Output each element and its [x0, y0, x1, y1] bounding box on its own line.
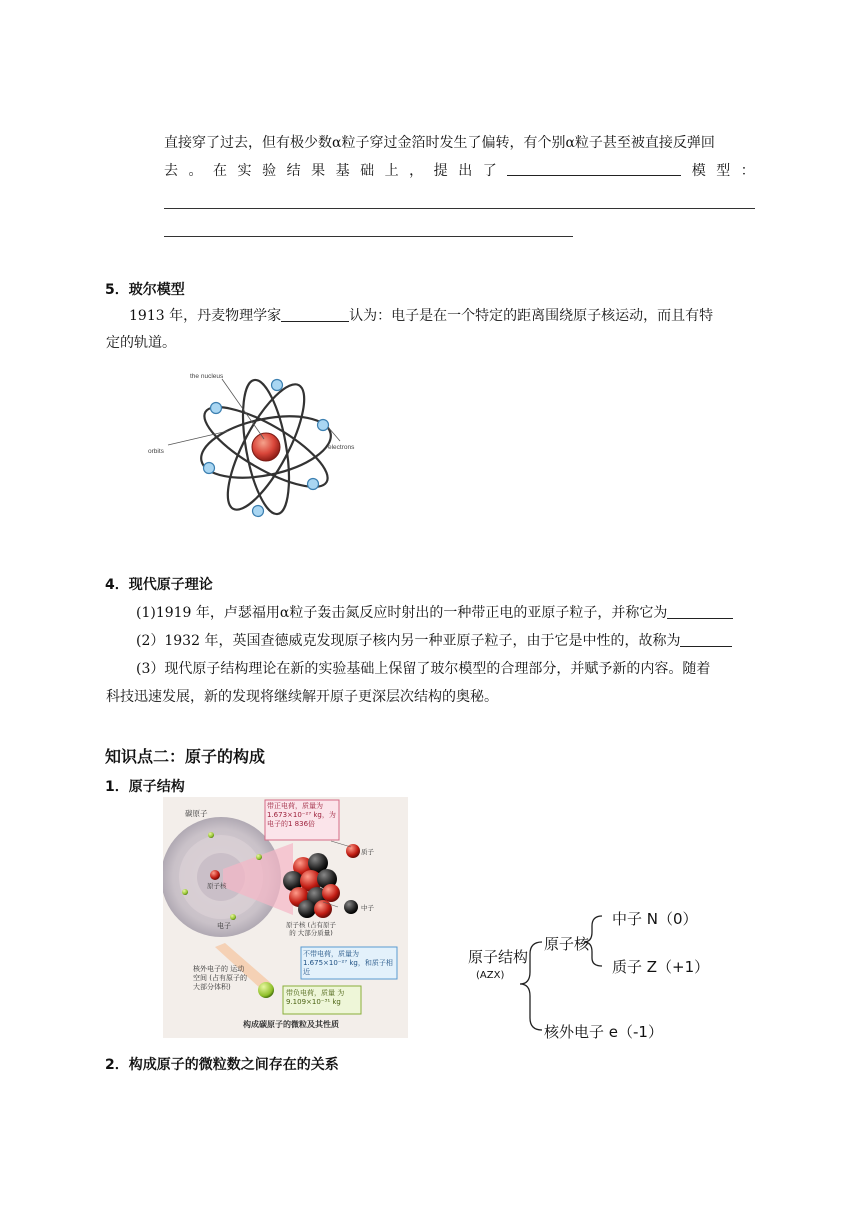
tree-electron: 核外电子 e（-1）	[544, 1023, 663, 1041]
electron	[253, 506, 264, 517]
label-carbon-atom: 碳原子	[185, 809, 208, 818]
modern-item-3-line2: 科技迅速发展，新的发现将继续解开原子更深层次结构的奥秘。	[106, 689, 498, 705]
figure-caption: 构成碳原子的微粒及其性质	[243, 1020, 339, 1029]
sub-heading-particle-relations: 2．构成原子的微粒数之间存在的关系	[105, 1057, 339, 1073]
bohr-text-line2: 定的轨道。	[106, 335, 176, 351]
rutherford-text-line2	[164, 161, 755, 181]
neutron-ball	[344, 900, 358, 914]
modern-item-3-line1: (3）现代原子结构理论在新的实验基础上保留了玻尔模型的合理部分，并赋予新的内容。随着	[136, 661, 711, 677]
label-core: 原子核 (占有原子的 大部分质量)	[285, 921, 337, 937]
line2-char: ：	[740, 163, 755, 179]
answer-blank[interactable]	[507, 161, 681, 176]
line2-char: 在	[213, 163, 228, 179]
electron	[308, 479, 319, 490]
line2-char: 上	[384, 163, 399, 179]
electron-ball	[258, 982, 274, 998]
atomic-structure-tree	[462, 900, 722, 1050]
electron	[318, 420, 329, 431]
tree-root: 原子结构	[468, 948, 529, 966]
carbon-atom-figure	[163, 797, 408, 1038]
label-nucleus: the nucleus	[190, 373, 224, 380]
electron-info-text: 带负电荷，质量 为9.109×10⁻³¹ kg	[286, 989, 345, 1006]
line2-char: 模	[691, 163, 706, 179]
rutherford-text-line1: 直接穿了过去，但有极少数α粒子穿过金箔时发生了偏转，有个别α粒子甚至被直接反弹回	[164, 135, 715, 151]
line2-char: ，	[409, 163, 424, 179]
electron	[204, 463, 215, 474]
nucleus	[252, 433, 280, 461]
answer-blank[interactable]	[667, 604, 733, 619]
line2-char: 基	[335, 163, 350, 179]
label-neutron: 中子	[361, 904, 374, 912]
label-electrons: electrons	[328, 444, 355, 451]
modern-item-2-text: (2）1932 年，英国查德威克发现原子核内另一种亚原子粒子，由于它是中性的，故称为	[136, 633, 681, 649]
line2-char: 。	[188, 163, 203, 179]
modern-item-2	[136, 631, 732, 651]
bohr-atom-figure	[140, 365, 370, 525]
label-proton: 质子	[361, 848, 374, 856]
sub-heading-atomic-structure: 1．原子结构	[105, 779, 185, 795]
line2-char: 出	[458, 163, 473, 179]
tree-root-symbol: (AZX)	[476, 970, 505, 981]
label-electron-space: 核外电子的 运动空间 (占有原子的 大部分体积)	[193, 965, 247, 991]
label-orbits: orbits	[148, 448, 164, 455]
answer-blank[interactable]	[281, 307, 349, 322]
line2-char: 型	[716, 163, 731, 179]
label-nucleus-short: 原子核	[207, 882, 227, 890]
label-electron: 电子	[217, 922, 231, 930]
tree-proton: 质子 Z（+1）	[612, 958, 710, 976]
answer-blank-line[interactable]	[164, 208, 755, 209]
tree-neutron: 中子 N（0）	[612, 910, 698, 928]
proton-info-text: 带正电荷，质量为 1.673×10⁻²⁷ kg，为 电子的1 836倍	[267, 802, 336, 828]
line2-char: 提	[433, 163, 448, 179]
neutron-info-text: 不带电荷，质量为 1.675×10⁻²⁷ kg，和质子相近	[303, 950, 393, 976]
line2-char: 了	[482, 163, 497, 179]
section-heading-bohr: 5．玻尔模型	[105, 282, 185, 298]
line2-char: 去	[164, 163, 178, 179]
line2-char: 础	[360, 163, 375, 179]
bohr-text-line1	[129, 306, 713, 326]
bohr-text-before: 1913 年，丹麦物理学家	[129, 308, 282, 324]
line2-char: 验	[262, 163, 277, 179]
bohr-text-after: 认为：电子是在一个特定的距离围绕原子核运动，而且有特	[349, 308, 714, 324]
modern-item-1-text: (1)1919 年，卢瑟福用α粒子轰击氮反应时射出的一种带正电的亚原子粒子，并称它为	[136, 605, 668, 621]
answer-blank-line[interactable]	[164, 236, 573, 237]
electron	[272, 380, 283, 391]
electron	[211, 403, 222, 414]
tree-nucleus: 原子核	[544, 935, 590, 953]
line2-char: 果	[311, 163, 326, 179]
line2-char: 实	[237, 163, 252, 179]
section-heading-modern: 4．现代原子理论	[105, 577, 213, 593]
modern-item-1	[136, 603, 733, 623]
section-heading-knowledge2: 知识点二：原子的构成	[105, 747, 266, 766]
line2-char: 结	[286, 163, 301, 179]
answer-blank[interactable]	[680, 632, 732, 647]
